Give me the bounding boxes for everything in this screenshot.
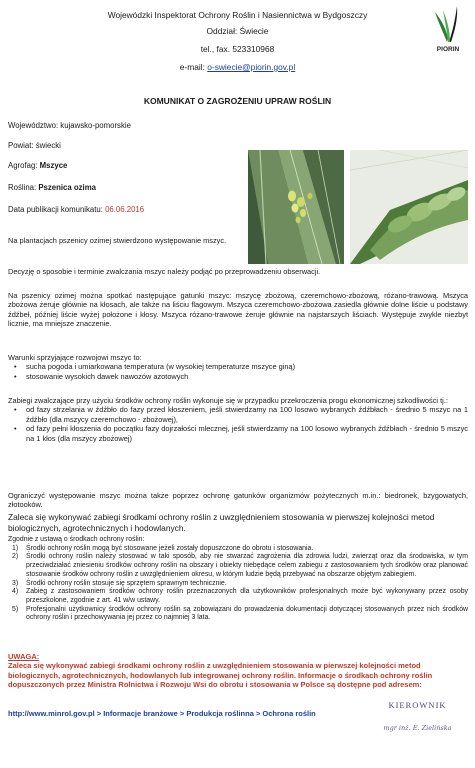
rules-item-text: Środki ochrony roślin mogą być stosowane jeżeli zostały dopuszczone do obrotu i stosowania. [26, 544, 314, 552]
email-label: e-mail: [179, 62, 208, 72]
rules-item-text: Zabieg z zastosowaniem środków ochrony roślin przeznaczonych dla użytkowników profesjonalnych może być wykonywany przez osoby przeszkolone, zgodnie z art. 41 w/w ustawy. [26, 588, 468, 604]
thresholds-item: • od fazy strzelania w źdźbło do fazy przed kłoszeniem, jeśli stwierdzamy na 100 losowo wybranych źdźbłach - średnio 5 mszyc na 1 źdźbło (dla mszycy czeremchowo - zbożowej), [8, 405, 468, 424]
rules-item: 3) Środki ochrony roślin stosuje się sprzętem sprawnym technicznie. [12, 579, 227, 587]
email-line [0, 62, 475, 73]
agrofag-label: Agrofag: [8, 161, 40, 170]
stamp-title: KIEROWNIK [388, 700, 447, 710]
rules-item: 2) Środki ochrony roślin należy stosować w taki sposób, aby nie stwarzać zagrożenia dla zdrowia ludzi, zwierząt oraz dla środowiska, w tym przeciwdziałać zniesieniu środków ochrony roślin na obszary i obiekty niebędące celem zabiegu z zastosowaniem tych środków oraz planować stosowanie środków ochrony roślin z uwzględnieniem okresu, w którym ludzie będą przebywać na obszarze objętym zabiegiem. [12, 553, 468, 578]
district: Powiat: świecki [8, 141, 61, 150]
email-link[interactable]: o-swiecie@piorin.gov.pl [207, 62, 296, 72]
plant-value: Pszenica ozima [38, 183, 96, 192]
logo-text: PIORIN [436, 46, 460, 53]
rules-item-text: Środki ochrony roślin należy stosować w taki sposób, aby nie stwarzać zagrożenia dla zdrowia ludzi, zwierząt oraz dla środowiska, w tym przeciwdziałać zniesieniu środków ochrony roślin na obszary i obiekty niebędące celem zabiegu z zastosowaniem tych środków oraz planować stosowanie środków ochrony roślin z uwzględnieniem okresu, w którym ludzie będą przebywać na obszarze objętym zabiegiem. [26, 553, 468, 578]
aphids-on-leaf-photo [248, 150, 344, 264]
conditions-heading: Warunki sprzyjające rozwojowi mszyc to: [8, 353, 142, 362]
agrofag-value: Mszyce [39, 161, 68, 170]
thresholds-heading: Zabiegi zwalczające przy użyciu środków ochrony roślin wykonuje się w przypadku przekroczenia progu ekonomicznej szkodliwości tj.: [8, 396, 448, 405]
director-stamp [370, 700, 465, 750]
conditions-item: • sucha pogoda i umiarkowana temperatura (w wysokiej temperaturze mszyce giną) [8, 362, 468, 371]
phone-fax: tel., fax. 523310968 [200, 44, 275, 54]
conditions-section [8, 353, 468, 381]
rules-item-text: Profesjonalni użytkownicy środków ochrony roślin są zobowiązani do prowadzenia dokumentacji dotyczącej stosowanych przez nich środków ochrony roślin i przechowywania jej przez co najmniej 3 lata. [26, 605, 468, 622]
rules-heading: Zgodnie z ustawą o środkach ochrony roślin: [8, 536, 145, 543]
page-title: KOMUNIKAT O ZAGROŻENIU UPRAW ROŚLIN [143, 96, 332, 106]
thresholds-section [8, 396, 468, 443]
rules-item: 1) Środki ochrony roślin mogą być stosowane jeżeli zostały dopuszczone do obrotu i stosowania. [12, 544, 314, 552]
species-paragraph: Na pszenicy ozimej można spotkać następujące gatunki mszyc: mszycę zbożową, czeremchowo-zbożową, różano-trawową. Mszyca zbożowa żeruje głównie na kłosach, ale także na liściu flagowym. Mszyca czeremchowo-zbożowa zasiedla głównie dolne liście u podstawy źdźbeł, później liście wyżej położone i kłosy. Mszyca różano-trawowe żeruje głównie na najstarszych liściach. Występuje zwykle niezbyt licznie, ma mniejsze znaczenie. [8, 291, 468, 329]
minrol-link[interactable]: http://www.minrol.gov.pl > Informacje branżowe > Produkcja roślinna > Ochrona roślin [8, 709, 316, 718]
natural-enemies-text: Ograniczyć występowanie mszyc można także poprzez ochronę gatunków organizmów pożytecznych m.in.: biedronek, bzygowatych, złotooków. [8, 491, 468, 510]
plant-line [8, 183, 96, 193]
wheat-ear-photo [350, 150, 468, 264]
recommendation-text: Zaleca się wykonywać zabiegi środkami ochrony roślin z uwzględnieniem stosowania w pierwszej kolejności metod biologicznych, agrotechnicznych i hodowlanych. [8, 512, 435, 533]
rules-item: 5) Profesjonalni użytkownicy środków ochrony roślin są zobowiązani do prowadzenia dokumentacji dotyczącej stosowanych przez nich środków ochrony roślin i przechowywania jej przez co najmniej 3 lata. [12, 605, 468, 622]
decision-text: Decyzję o sposobie i terminie zwalczania mszyc należy podjąć po przeprowadzeniu obserwacji. [8, 267, 321, 276]
rules-section [8, 536, 468, 623]
plant-label: Roślina: [8, 183, 39, 192]
warning-text: Zaleca się wykonywać zabiegi środkami ochrony roślin z uwzględnieniem stosowania w pierwszej kolejności metod biologicznych, agrotechnicznych, hodowlanych lub integrowanej ochrony roślin. Informacje o środkach ochrony roślin dopuszczonych przez Ministra Rolnictwa i Rozwoju Wsi do obrotu i stosowania w Polsce są dostępne pod adresem: [8, 661, 433, 690]
branch-name: Oddział: Świecie [206, 26, 269, 36]
warning-label: UWAGA: [8, 652, 40, 661]
date-value: 06.06.2016 [105, 205, 145, 214]
rules-item-text: Środki ochrony roślin stosuje się sprzętem sprawnym technicznie. [26, 579, 227, 587]
conditions-item: • stosowanie wysokich dawek nawozów azotowych [8, 372, 468, 381]
agrofag-line [8, 161, 67, 171]
voivodeship: Województwo: kujawsko-pomorskie [8, 121, 131, 130]
org-name: Wojewódzki Inspektorat Ochrony Roślin i Nasiennictwa w Bydgoszczy [107, 10, 368, 20]
thresholds-item: • od fazy pełni kłoszenia do początku fazy dojrzałości mlecznej, jeśli stwierdzamy na 100 losowo wybranych źdźbłach - średnio 5 mszyc na 1 kłos (dla mszycy zbożowej) [8, 424, 468, 443]
rules-item: 4) Zabieg z zastosowaniem środków ochrony roślin przeznaczonych dla użytkowników profesjonalnych może być wykonywany przez osoby przeszkolone, zgodnie z art. 41 w/w ustawy. [12, 588, 468, 604]
stamp-signature: mgr inż. E. Zielińska [383, 724, 452, 732]
warning-section [8, 652, 468, 690]
intro-text: Na plantacjach pszenicy ozimej stwierdzono występowanie mszyc. [8, 236, 227, 245]
date-label: Data publikacji komunikatu: [8, 205, 106, 214]
date-line [8, 205, 144, 215]
